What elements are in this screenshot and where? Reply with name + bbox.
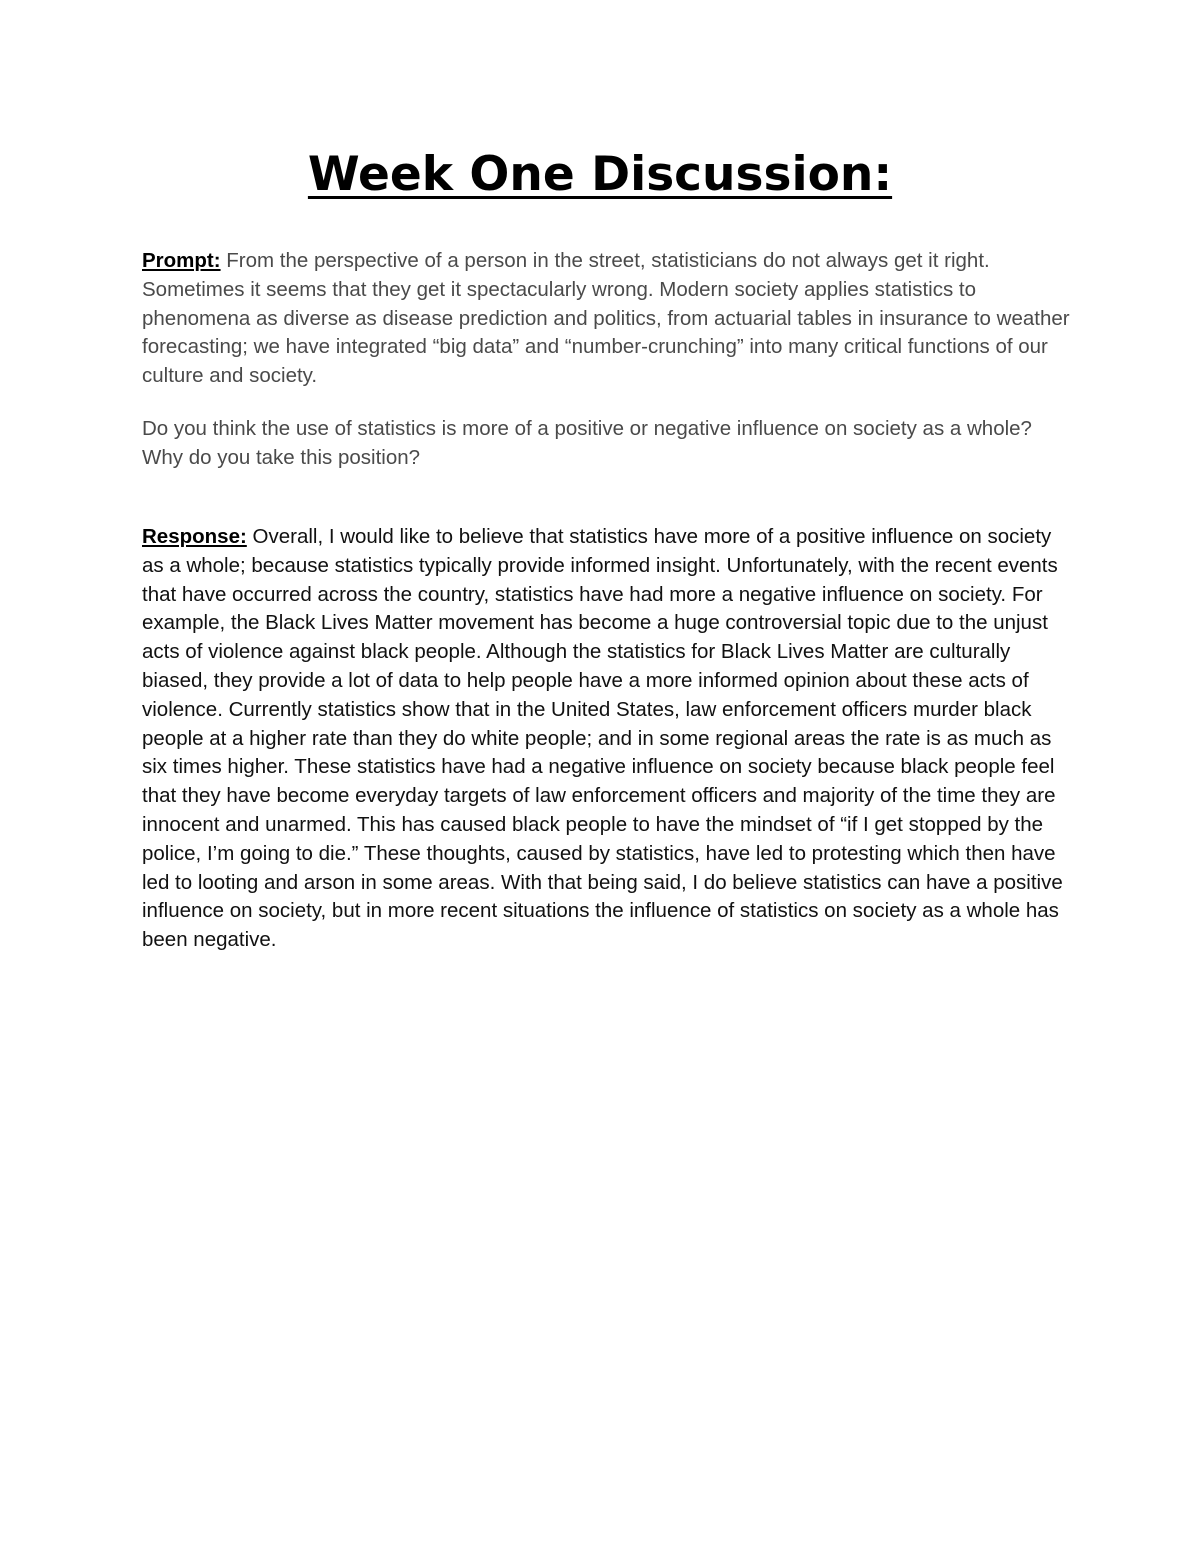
prompt-label: Prompt: <box>142 249 221 272</box>
prompt-text: From the perspective of a person in the street, statisticians do not always get it right. Sometimes it seems that they get it spectacularly wrong. Modern society applies statistics to phenomena as diverse as disease prediction and politics, from actuarial tables in insurance to weather forecasting; we have integrated “big data” and “number-crunching” into many critical functions of our culture and society. <box>142 249 1070 388</box>
title-text: Week One Discussion: <box>307 147 893 202</box>
prompt-paragraph <box>142 247 1072 391</box>
document-title <box>0 140 1200 210</box>
question-text: Do you think the use of statistics is more of a positive or negative influence on society as a whole? Why do you take this position? <box>142 417 1032 469</box>
response-paragraph <box>142 523 1072 955</box>
question-paragraph <box>142 415 1072 473</box>
response-text: Overall, I would like to believe that statistics have more of a positive influence on society as a whole; because statistics typically provide informed insight. Unfortunately, with the recent events that have occurred across the country, statistics have had more a negative influence on society. For example, the Black Lives Matter movement has become a huge controversial topic due to the unjust acts of violence against black people. Although the statistics for Black Lives Matter are culturally biased, they provide a lot of data to help people have a more informed opinion about these acts of violence. Currently statistics show that in the United States, law enforcement officers murder black people at a higher rate than they do white people; and in some regional areas the rate is as much as six times higher. These statistics have had a negative influence on society because black people feel that they have become everyday targets of law enforcement officers and majority of the time they are innocent and unarmed. This has caused black people to have the mindset of “if I get stopped by the police, I’m going to die.” These thoughts, caused by statistics, have led to protesting which then have led to looting and arson in some areas. With that being said, I do believe statistics can have a positive influence on society, but in more recent situations the influence of statistics on society as a whole has been negative. <box>142 525 1063 952</box>
response-label: Response: <box>142 525 247 548</box>
